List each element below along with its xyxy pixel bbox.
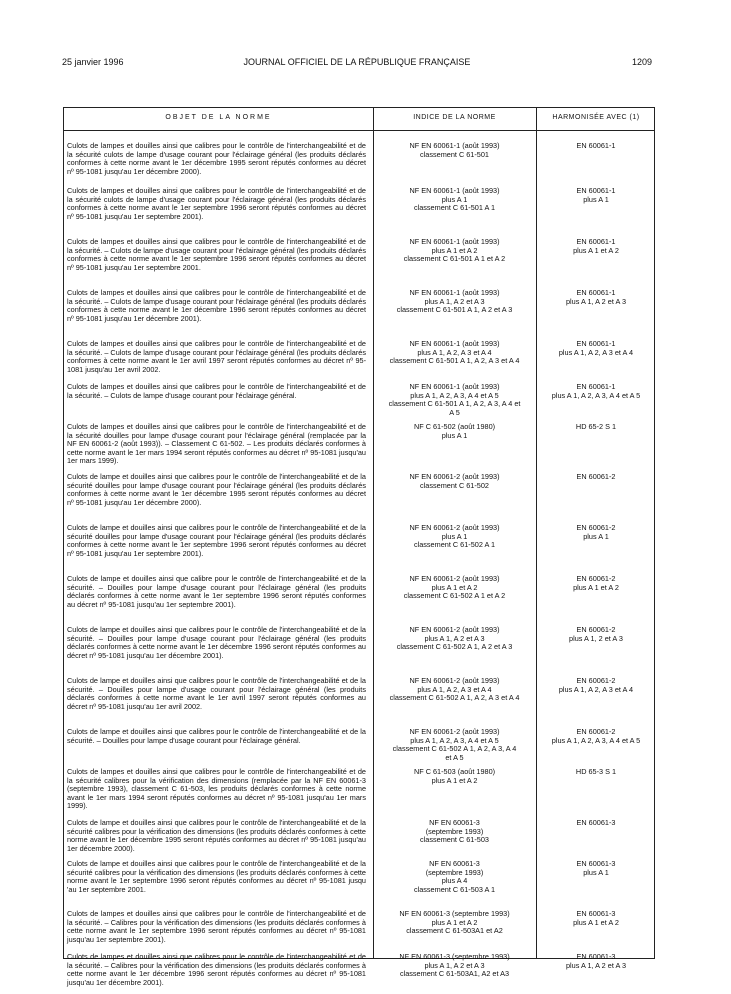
cell-indice: NF EN 60061-3 (septembre 1993) classement C 61-503 xyxy=(420,818,489,845)
cell-indice: NF EN 60061-2 (août 1993) plus A 1, A 2 et A 3 classement C 61-502 A 1, A 2 et A 3 xyxy=(396,625,513,652)
table-row xyxy=(64,819,654,860)
table-row xyxy=(64,728,654,768)
table-row xyxy=(64,142,654,187)
cell-harmonisee: HD 65-2 S 1 xyxy=(575,422,617,431)
cell-harmonisee: EN 60061-2 plus A 1, 2 et A 3 xyxy=(569,625,623,643)
cell-indice: NF EN 60061-2 (août 1993) plus A 1, A 2, A 3 et A 4 classement C 61-502 A 1, A 2, A 3 et A 4 xyxy=(389,676,520,703)
cell-objet: Culots de lampes et douilles ainsi que calibres pour le contrôle de l'interchangeabilité et de la sécurité. – Culots de lampe d'usage courant pour l'éclairage général (les produits déclarés conformes à cette norme avant le 1er avril 1997 seront réputés conformes au décret nº 95-1081 jusqu'au 1er avril 2002. xyxy=(67,339,366,374)
cell-harmonisee: EN 60061-3 plus A 1, A 2 et A 3 xyxy=(565,952,627,970)
cell-objet: Culots de lampes et douilles ainsi que calibres pour le contrôle de l'interchangeabilité et de la sécurité. – Culots de lampe d'usage courant pour l'éclairage général (les produits déclarés conformes à cette norme avant le 1er décembre 1996 seront réputés conformes au décret nº 95-1081 jusqu'au 1er décembre 2001). xyxy=(67,288,366,323)
cell-objet: Culots de lampes et douilles ainsi que calibres pour le contrôle de l'interchangeabilité et de la sécurité culots de lampe d'usage courant pour l'éclairage général (les produits déclarés conformes à cette norme avant le 1er décembre 1995 seront réputés conformes au décret nº 95-1081 jusqu'au 1er décembre 2000). xyxy=(67,141,366,176)
cell-harmonisee: EN 60061-2 plus A 1, A 2, A 3 et A 4 xyxy=(558,676,634,694)
page-number: 1209 xyxy=(631,57,652,67)
cell-harmonisee: EN 60061-3 xyxy=(576,818,616,827)
cell-indice: NF EN 60061-1 (août 1993) plus A 1, A 2, A 3 et A 4 classement C 61-501 A 1, A 2, A 3 et A 4 xyxy=(389,339,520,366)
table-row xyxy=(64,677,654,728)
cell-indice: NF EN 60061-1 (août 1993) plus A 1 classement C 61-501 A 1 xyxy=(409,186,500,213)
table-header xyxy=(64,108,654,131)
cell-harmonisee: EN 60061-1 plus A 1, A 2 et A 3 xyxy=(565,288,627,306)
cell-harmonisee: HD 65-3 S 1 xyxy=(575,767,617,776)
cell-objet: Culots de lampe et douilles ainsi que calibres pour le contrôle de l'interchangeabilité et de la sécurité. – Douilles pour lampe d'usage courant pour l'éclairage général (les produits déclarés conformes à cette norme avant le 1er décembre 1996 seront réputés conformes au décret nº 95-1081 jusqu'au 1er décembre 2001). xyxy=(67,625,366,660)
table-row xyxy=(64,575,654,626)
cell-harmonisee: EN 60061-2 plus A 1 et A 2 xyxy=(573,574,619,592)
cell-indice: NF C 61-502 (août 1980) plus A 1 xyxy=(413,422,496,440)
page-header xyxy=(62,57,652,71)
cell-indice: NF EN 60061-3 (septembre 1993) plus A 1 et A 2 classement C 61-503A1 et A2 xyxy=(399,909,510,936)
cell-objet: Culots de lampe et douilles ainsi que calibres pour le contrôle de l'interchangeabilité et de la sécurité douilles pour lampe d'usage courant pour l'éclairage général (les produits déclarés conformes à cette norme avant le 1er décembre 1995 seront réputés conformes au décret nº 95-1081 jusqu'au 1er décembre 2000). xyxy=(67,472,366,507)
cell-objet: Culots de lampes et douilles ainsi que calibres pour le contrôle de l'interchangeabilité et de la sécurité. – Calibres pour la vérification des dimensions (les produits déclarés conformes à cette norme avant le 1er décembre 1996 seront réputés conformes au décret nº 95-1081 jusqu'au 1er décembre 2001). xyxy=(67,952,366,987)
cell-harmonisee: EN 60061-1 plus A 1, A 2, A 3 et A 4 xyxy=(558,339,634,357)
cell-indice: NF EN 60061-2 (août 1993) plus A 1 et A 2 classement C 61-502 A 1 et A 2 xyxy=(403,574,506,601)
cell-objet: Culots de lampe et douilles ainsi que calibre pour le contrôle de l'interchangeabilité et de la sécurité. – Douilles pour lampe d'usage courant pour l'éclairage général (les produits déclarés conformes à cette norme avant le 1er septembre 1996 seront réputés conformes au décret nº 95-1081 jusqu'au 1er septembre 2001). xyxy=(67,574,366,609)
cell-indice: NF EN 60061-3 (septembre 1993) plus A 1, A 2 et A 3 classement C 61-503A1, A2 et A3 xyxy=(399,952,510,979)
table-row xyxy=(64,524,654,575)
cell-indice: NF EN 60061-2 (août 1993) plus A 1 classement C 61-502 A 1 xyxy=(409,523,500,550)
table-row xyxy=(64,383,654,423)
cell-harmonisee: EN 60061-2 plus A 1 xyxy=(576,523,616,541)
cell-harmonisee: EN 60061-1 plus A 1 xyxy=(576,186,616,204)
table-row xyxy=(64,187,654,238)
table-row xyxy=(64,860,654,910)
cell-indice: NF EN 60061-2 (août 1993) plus A 1, A 2, A 3, A 4 et A 5 classement C 61-502 A 1, A 2, A 3, A 4 et A 5 xyxy=(392,727,517,762)
table-row xyxy=(64,910,654,953)
cell-harmonisee: EN 60061-3 plus A 1 xyxy=(576,859,616,877)
table-row xyxy=(64,473,654,524)
cell-objet: Culots de lampes et douilles ainsi que calibres pour le contrôle de l'interchangeabilité et de la sécurité. – Culots de lampe d'usage courant pour l'éclairage général. xyxy=(67,382,366,400)
cell-indice: NF C 61-503 (août 1980) plus A 1 et A 2 xyxy=(413,767,496,785)
col-header-objet: OBJET DE LA NORME xyxy=(165,114,272,121)
table-row xyxy=(64,238,654,289)
cell-indice: NF EN 60061-2 (août 1993) classement C 61-502 xyxy=(409,472,500,490)
cell-indice: NF EN 60061-1 (août 1993) plus A 1 et A 2 classement C 61-501 A 1 et A 2 xyxy=(403,237,506,264)
cell-objet: Culots de lampes et douilles ainsi que calibres pour le contrôle de l'interchangeabilité et de la sécurité. – Culots de lampe d'usage courant pour l'éclairage général (les produits déclarés conformes à cette norme avant le 1er septembre 1996 seront réputés conformes au décret nº 95-1081 jusqu'au 1er septembre 2001. xyxy=(67,237,366,272)
col-header-indice: INDICE DE LA NORME xyxy=(413,114,496,121)
cell-harmonisee: EN 60061-1 plus A 1, A 2, A 3, A 4 et A 5 xyxy=(551,382,641,400)
cell-objet: Culots de lampes et douilles ainsi que calibres pour le contrôle de l'interchangeabilité et de la sécurité culots de lampe d'usage courant pour l'éclairage général (les produits déclarés conformes à cette norme avant le 1er septembre 1996 seront réputés conformes au décret nº 95-1081 jusqu'au 1er septembre 2001). xyxy=(67,186,366,221)
table-row xyxy=(64,953,654,994)
cell-harmonisee: EN 60061-1 xyxy=(576,141,616,150)
cell-indice: NF EN 60061-1 (août 1993) plus A 1, A 2 et A 3 classement C 61-501 A 1, A 2 et A 3 xyxy=(396,288,513,315)
table-row xyxy=(64,423,654,473)
cell-harmonisee: EN 60061-3 plus A 1 et A 2 xyxy=(573,909,619,927)
cell-harmonisee: EN 60061-2 plus A 1, A 2, A 3, A 4 et A 5 xyxy=(551,727,641,745)
cell-objet: Culots de lampes et douilles ainsi que calibres pour le contrôle de l'interchangeabilité et de la sécurité douilles pour lampe d'usage courant pour l'éclairage général (remplacée par la NF EN 60061-2 (août 1993)). – Classement C 61-502. – Les produits déclarés conformes à cette norme avant le 1er mars 1994 seront réputés conformes au décret nº 95-1081 jusqu'au 1er mars 1999). xyxy=(67,422,366,466)
cell-harmonisee: EN 60061-1 plus A 1 et A 2 xyxy=(573,237,619,255)
cell-indice: NF EN 60061-1 (août 1993) plus A 1, A 2, A 3, A 4 et A 5 classement C 61-501 A 1, A 2, A 3, A 4 et A 5 xyxy=(388,382,521,417)
cell-objet: Culots de lampes et douilles ainsi que calibres pour le contrôle de l'interchangeabilité et de la sécurité calibres pour la vérification des dimensions (remplacée par la NF EN 60061-3 (septembre 1993), classement C 61-503, les produits déclarés conformes à cette norme avant le 1er mars 1994 seront réputés conformes au décret nº 95-1081 jusqu'au 1er mars 1999). xyxy=(67,767,366,811)
cell-objet: Culots de lampe et douilles ainsi que calibres pour le contrôle de l'interchangeabilité et de la sécurité calibres pour la vérification des dimensions (les produits déclarés conformes à cette norme avant le 1er septembre 1996 seront réputés conformes au décret nº 95-1081 jusqu 'au 1er septembre 2001. xyxy=(67,859,366,894)
table-row xyxy=(64,289,654,340)
cell-indice: NF EN 60061-1 (août 1993) classement C 61-501 xyxy=(409,141,500,159)
col-header-harmonisee: HARMONISÉE AVEC (1) xyxy=(552,114,640,121)
cell-indice: NF EN 60061-3 (septembre 1993) plus A 4 classement C 61-503 A 1 xyxy=(413,859,496,894)
cell-objet: Culots de lampe et douilles ainsi que calibres pour le contrôle de l'interchangeabilité et de la sécurité calibres pour la vérification des dimensions (les produits déclarés conformes à cette norme avant le 1er décembre 1995 seront réputés conformes au décret nº 95-1081 jusqu'au 1er décembre 2000). xyxy=(67,818,366,853)
header-date: 25 janvier 1996 xyxy=(62,57,124,67)
table-row xyxy=(64,768,654,819)
norms-table xyxy=(63,107,655,987)
journal-title: JOURNAL OFFICIEL DE LA RÉPUBLIQUE FRANÇAISE xyxy=(243,57,471,67)
cell-objet: Culots de lampes et douilles ainsi que calibres pour le contrôle de l'interchangeabilité et de la sécurité. – Calibres pour la vérification des dimensions (les produits déclarés conformes à cette norme avant le 1er septembre 1996 seront réputés conformes au décret nº 95-1081 jusqu'au 1er septembre 2001). xyxy=(67,909,366,944)
cell-objet: Culots de lampe et douilles ainsi que calibres pour le contrôle de l'interchangeabilité et de la sécurité. – Douilles pour lampe d'usage courant pour l'éclairage général (les produits déclarés conformes à cette norme avant le 1er avril 1997 seront réputés conformes au décret nº 95-1081 jusqu'au 1er avril 2002. xyxy=(67,676,366,711)
cell-objet: Culots de lampe et douilles ainsi que calibres pour le contrôle de l'interchangeabilité et de la sécurité douilles pour lampe d'usage courant pour l'éclairage général (les produits déclarés conformes à cette norme avant le 1er septembre 1996 seront réputés conformes au décret nº 95-1081 jusqu'au 1er septembre 2001). xyxy=(67,523,366,558)
table-row xyxy=(64,340,654,383)
cell-harmonisee: EN 60061-2 xyxy=(576,472,616,481)
cell-objet: Culots de lampe et douilles ainsi que calibres pour le contrôle de l'interchangeabilité et de la sécurité. – Douilles pour lampe d'usage courant pour l'éclairage général. xyxy=(67,727,366,745)
table-row xyxy=(64,626,654,677)
